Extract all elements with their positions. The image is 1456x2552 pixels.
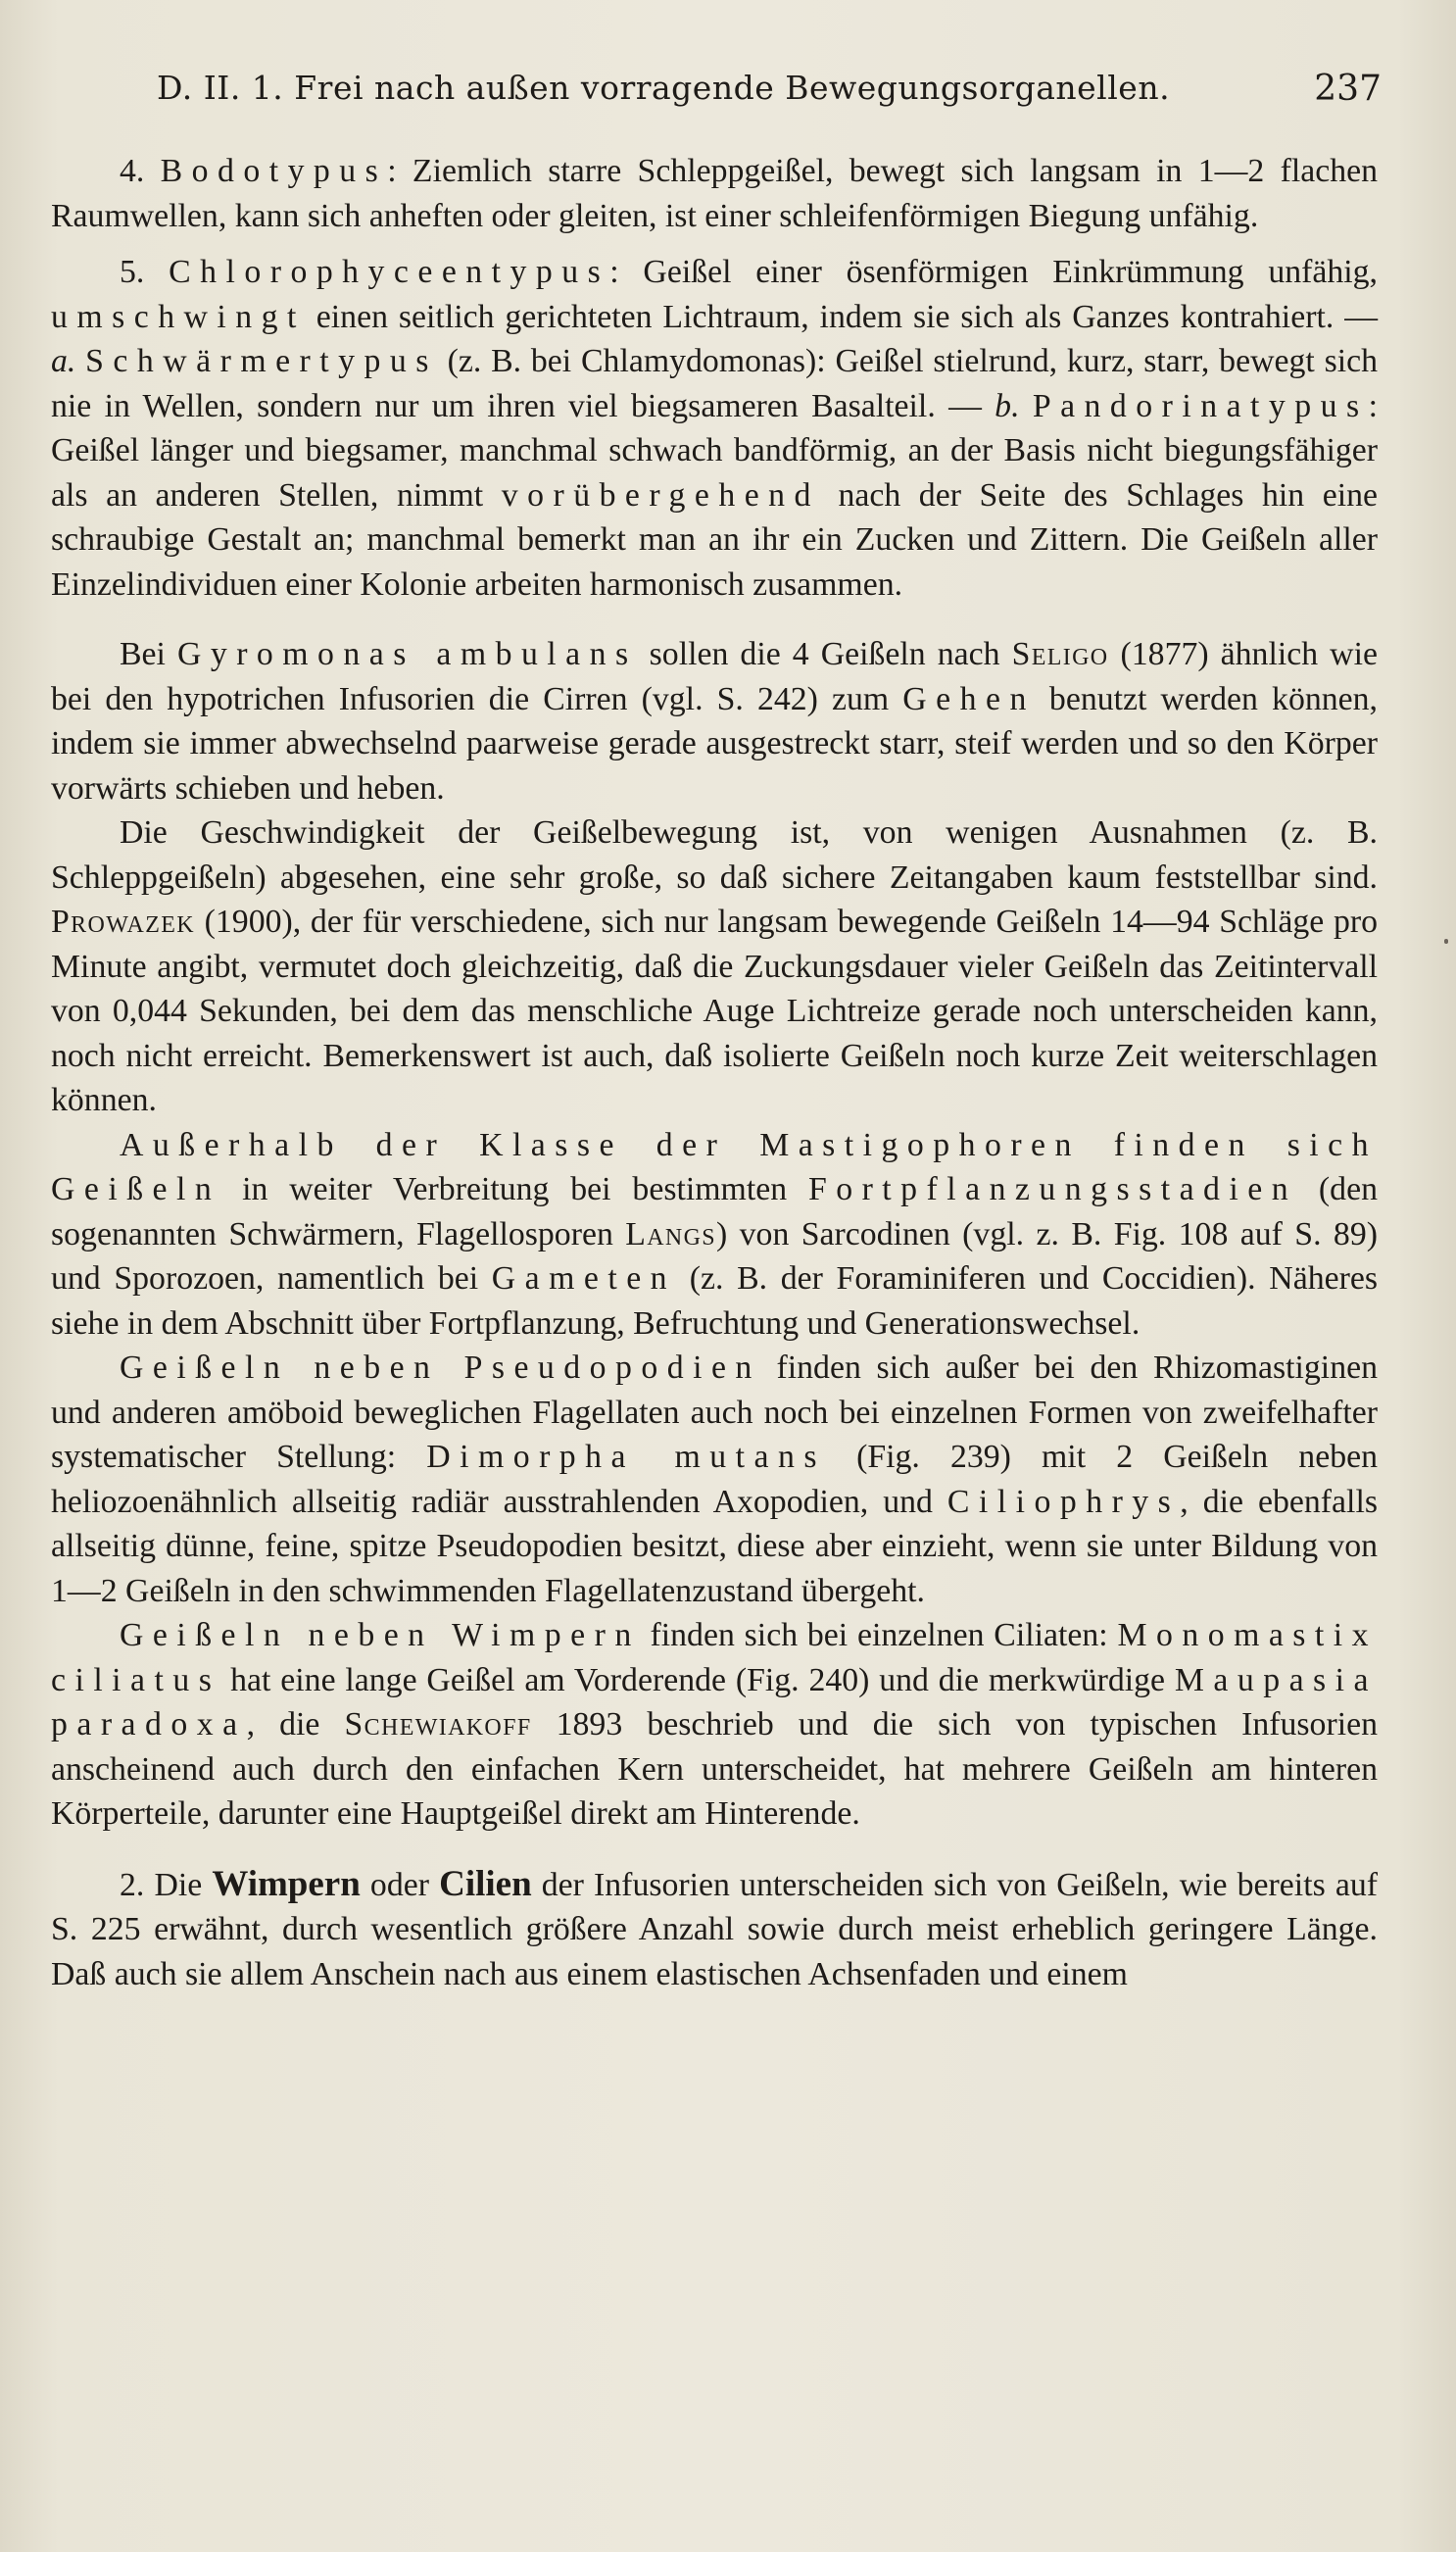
text-run: hat eine lange Geißel am Vorderende (Fig. 240) und die merkwürdige [220, 1661, 1175, 1698]
paragraph-chlorophyceentypus [51, 250, 1378, 607]
text-run [1020, 388, 1033, 424]
spaced-term: Ciliophrys [946, 1483, 1181, 1520]
paragraph-cilien [51, 1862, 1378, 1997]
spaced-term: Außerhalb der Klasse der Mastigophoren finden sich Geißeln [51, 1126, 1378, 1207]
text-run: 4. [120, 153, 161, 189]
author-name: Prowazek [51, 904, 195, 940]
text-run: sollen die 4 Geißeln nach [637, 636, 1012, 672]
spaced-term: Maupasia paradoxa [51, 1661, 1378, 1742]
text-run: benutzt werden können, indem sie immer abwechselnd paarweise gerade ausgestreckt starr, steif werden und so den Körper vorwärts schieben und heben. [51, 680, 1378, 807]
text-run: , die ebenfalls allseitig dünne, feine, spitze Pseudopodien besitzt, diese aber einzieht, wenn sie unter Bildung von 1—2 Geißeln in den schwimmenden Flagellatenzustand übergeht. [51, 1483, 1378, 1609]
text-run: in weiter Verbreitung bei bestimmten [220, 1171, 808, 1207]
paper-speck [1444, 939, 1448, 944]
spaced-term: Bodotypus [160, 153, 388, 189]
text-run: (Fig. 239) mit 2 Geißeln neben heliozoenähnlich allseitig radiär ausstrahlenden Axopodien, und [51, 1439, 1378, 1520]
spaced-term: Dimorpha mutans [426, 1439, 826, 1475]
text-run: oder [360, 1866, 440, 1903]
paragraph-bodotypus [51, 149, 1378, 238]
spaced-term: Gehen [902, 680, 1036, 717]
author-name: Schewiakoff [344, 1706, 532, 1742]
text-run: ) von Sarcodinen (vgl. z. B. Fig. 108 auf S. 89) und Sporozoen, namentlich bei [51, 1215, 1378, 1297]
paragraph-pseudopodien [51, 1346, 1378, 1613]
text-run: , die [246, 1706, 345, 1742]
text-run: Bei [120, 636, 177, 672]
italic-letter: a. [51, 343, 76, 379]
page-header [157, 59, 1382, 118]
author-name: Langs [625, 1215, 716, 1252]
text-run: einen seitlich gerichteten Lichtraum, indem sie sich als Ganzes kontrahiert. — [305, 298, 1378, 335]
text-run: der Infusorien unterscheiden sich von Geißeln, wie bereits auf S. 225 erwähnt, durch wesentlich größere Anzahl sowie durch meist erheblich geringere Länge. Daß auch sie allem Anschein nach aus einem elastischen Achsenfaden und einem [51, 1866, 1379, 1992]
text-run: (z. B. bei Chlamydomonas): Geißel stielrund, kurz, starr, bewegt sich nie in Wellen, sondern nur um ihren viel biegsameren Basalteil. — [51, 343, 1379, 424]
text-run [75, 343, 85, 379]
body-text [51, 149, 1378, 1996]
spaced-term: vorübergehend [501, 476, 820, 514]
spaced-term: Fortpflanzungsstadien [807, 1171, 1298, 1207]
text-run: finden sich bei einzelnen Ciliaten: [640, 1617, 1118, 1653]
running-title: D. II. 1. Frei nach außen vorragende Bewegungsorganellen. [157, 69, 1171, 107]
author-name: Seligo [1011, 636, 1109, 672]
spaced-term: Geißeln neben Wimpern [120, 1617, 641, 1653]
text-run: (z. B. der Foraminiferen und Coccidien). Näheres siehe in dem Abschnitt über Fortpflanzung, Befruchtung und Generationswechsel. [51, 1260, 1378, 1342]
text-run: 1893 beschrieb und die sich von typischen Infusorien anscheinend auch durch den einfachen Kern unterscheidet, hat mehrere Geißeln am hinteren Körperteile, darunter eine Hauptgeißel direkt am Hinterende. [51, 1706, 1378, 1832]
spaced-term: Gyromonas ambulans [176, 636, 638, 672]
text-run: nach der Seite des Schlages hin eine schraubige Gestalt an; manchmal bemerkt man an ihr ein Zucken und Zittern. Die Geißeln aller Einzelindividuen einer Kolonie arbeiten harmonisch zusammen. [51, 476, 1378, 603]
paragraph-gyromonas [51, 632, 1378, 810]
text-run: (1877) ähnlich wie bei den hypotrichen Infusorien die Cirren (vgl. S. 242) zum [51, 636, 1378, 717]
paragraph-ausserhalb-mastigophoren [51, 1123, 1378, 1347]
text-run: (1900), der für verschiedene, sich nur langsam bewegende Geißeln 14—94 Schläge pro Minute angibt, vermutet doch gleichzeitig, daß die Zuckungsdauer vieler Geißeln das Zeitintervall von 0,044 Sekunden, bei dem das menschliche Auge Lichtreize gerade noch unterscheiden kann, noch nicht erreicht. Bemerkenswert ist auch, daß isolierte Geißeln noch kurze Zeit weiterschlagen können. [51, 904, 1378, 1118]
bold-term: Wimpern [212, 1863, 361, 1904]
text-run: finden sich außer bei den Rhizomastiginen und anderen amöboid beweglichen Flagellaten auch noch bei einzelnen Formen von zweifelhafter systematischer Stellung: [51, 1350, 1378, 1475]
spaced-term: Monomastix ciliatus [51, 1617, 1378, 1698]
spaced-term: Geißeln neben Pseudopodien [120, 1350, 761, 1386]
spaced-term: Pandorinatypus [1032, 387, 1369, 424]
paragraph-geschwindigkeit [51, 810, 1378, 1123]
bold-term: Cilien [439, 1863, 532, 1904]
text-run: 2. Die [120, 1866, 213, 1903]
page-number: 237 [1314, 69, 1382, 109]
italic-letter: b. [995, 387, 1020, 424]
spaced-term: umschwingt [51, 298, 306, 335]
spaced-term: Chlorophyceentypus [169, 254, 610, 290]
text-run: : Geißel einer ösenförmigen Einkrümmung unfähig, [609, 254, 1379, 290]
text-run: (den sogenannten Schwärmern, Flagellosporen [51, 1171, 1378, 1252]
paragraph-wimpern [51, 1613, 1378, 1837]
text-run: : Ziemlich starre Schleppgeißel, bewegt sich langsam in 1—2 flachen Raumwellen, kann sich anheften oder gleiten, ist einer schleifenförmigen Biegung unfähig. [51, 153, 1379, 234]
text-run: Die Geschwindigkeit der Geißelbewegung ist, von wenigen Ausnahmen (z. B. Schleppgeißeln) abgesehen, eine sehr große, so daß sichere Zeitangaben kaum feststellbar sind. [51, 814, 1378, 896]
text-run: : Geißel länger und biegsamer, manchmal schwach bandförmig, an der Basis nicht biegungsfähiger als an anderen Stellen, nimmt [51, 387, 1378, 514]
text-run: 5. [120, 254, 170, 290]
spaced-term: Gameten [491, 1260, 677, 1297]
spaced-term: Schwärmertypus [85, 343, 438, 379]
